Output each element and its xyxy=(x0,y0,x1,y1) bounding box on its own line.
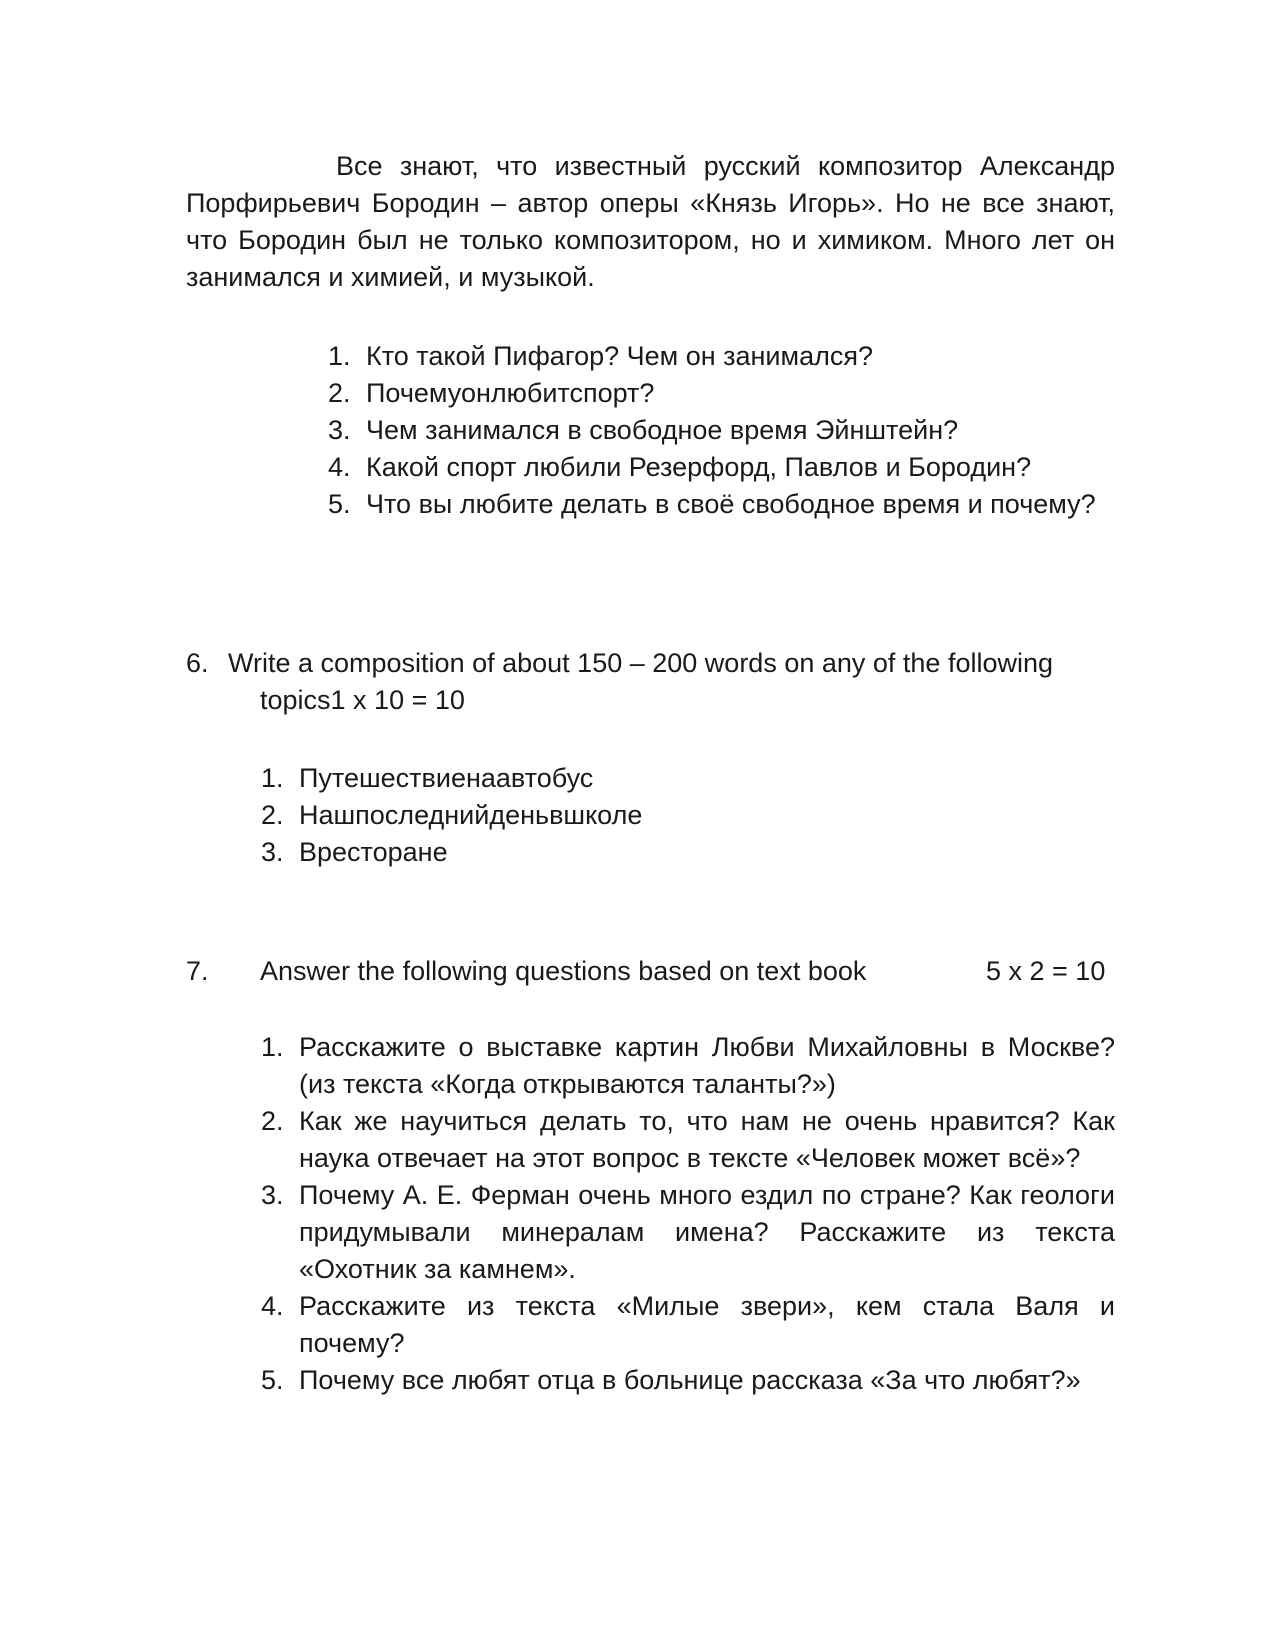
item-text: Вресторане xyxy=(299,837,448,867)
item-number: 1. xyxy=(261,763,284,793)
item-text: Какой спорт любили Резерфорд, Павлов и Бородин? xyxy=(366,452,1032,482)
list-item xyxy=(261,797,999,834)
item-number: 2. xyxy=(261,1106,284,1136)
question-list-1 xyxy=(328,338,1115,523)
list-item xyxy=(261,1103,1115,1177)
item-text: Почему А. Е. Ферман очень много ездил по стране? Как геологи придумывали минералам имена? Расскажите из текста «Охотник за камнем». xyxy=(299,1180,1115,1284)
item-text: Почему все любят отца в больнице рассказа «За что любят?» xyxy=(299,1365,1081,1395)
list-item xyxy=(328,338,1115,375)
item-number: 2. xyxy=(261,800,284,830)
item-text: Что вы любите делать в своё свободное время и почему? xyxy=(366,489,1096,519)
item-text: Как же научиться делать то, что нам не очень нравится? Как наука отвечает на этот вопрос в тексте «Человек может всё»? xyxy=(299,1106,1115,1173)
item-number: 3. xyxy=(261,1180,284,1210)
item-text: Нашпоследнийденьвшколе xyxy=(299,800,643,830)
item-text: Кто такой Пифагор? Чем он занимался? xyxy=(366,341,873,371)
list-item xyxy=(261,760,999,797)
item-text: Расскажите о выставке картин Любви Михайловны в Москве? (из текста «Когда открываются таланты?») xyxy=(299,1032,1115,1099)
section-heading: Answer the following questions based on text book xyxy=(260,956,867,986)
section-heading: Write a composition of about 150 – 200 words on any of the following xyxy=(228,648,1054,678)
section-heading-continuation: topics1 x 10 = 10 xyxy=(260,685,465,715)
list-item xyxy=(261,1177,1115,1288)
section-6 xyxy=(186,645,1115,719)
question-list-2 xyxy=(261,1029,1115,1399)
item-text: Почемуонлюбитспорт? xyxy=(366,378,655,408)
section-number: 7. xyxy=(186,956,209,986)
item-number: 1. xyxy=(261,1032,284,1062)
item-number: 2. xyxy=(328,378,351,408)
list-item xyxy=(261,834,999,871)
item-number: 4. xyxy=(328,452,351,482)
item-number: 1. xyxy=(328,341,351,371)
list-item xyxy=(328,375,1115,412)
item-text: Путешествиенаавтобус xyxy=(299,763,594,793)
list-item xyxy=(261,1288,1115,1362)
item-number: 5. xyxy=(328,489,351,519)
list-item xyxy=(261,1362,1115,1399)
item-number: 4. xyxy=(261,1291,284,1321)
list-item xyxy=(261,1029,1115,1103)
section-number: 6. xyxy=(186,648,209,678)
list-item xyxy=(328,449,1115,486)
item-text: Чем занимался в свободное время Эйнштейн? xyxy=(366,415,959,445)
intro-paragraph: Все знают, что известный русский композитор Александр Порфирьевич Бородин – автор оперы «Князь Игорь». Но не все знают, что Бородин был не только композитором, но и химиком. Много лет он занимался и химией, и музыкой. xyxy=(186,151,1115,292)
topic-list xyxy=(261,760,999,871)
item-text: Расскажите из текста «Милые звери», кем стала Валя и почему? xyxy=(299,1291,1115,1358)
item-number: 3. xyxy=(328,415,351,445)
section-marks: 5 x 2 = 10 xyxy=(986,956,1106,986)
section-7 xyxy=(186,953,1115,990)
item-number: 3. xyxy=(261,837,284,867)
list-item xyxy=(328,486,1115,523)
list-item xyxy=(328,412,1115,449)
item-number: 5. xyxy=(261,1365,284,1395)
